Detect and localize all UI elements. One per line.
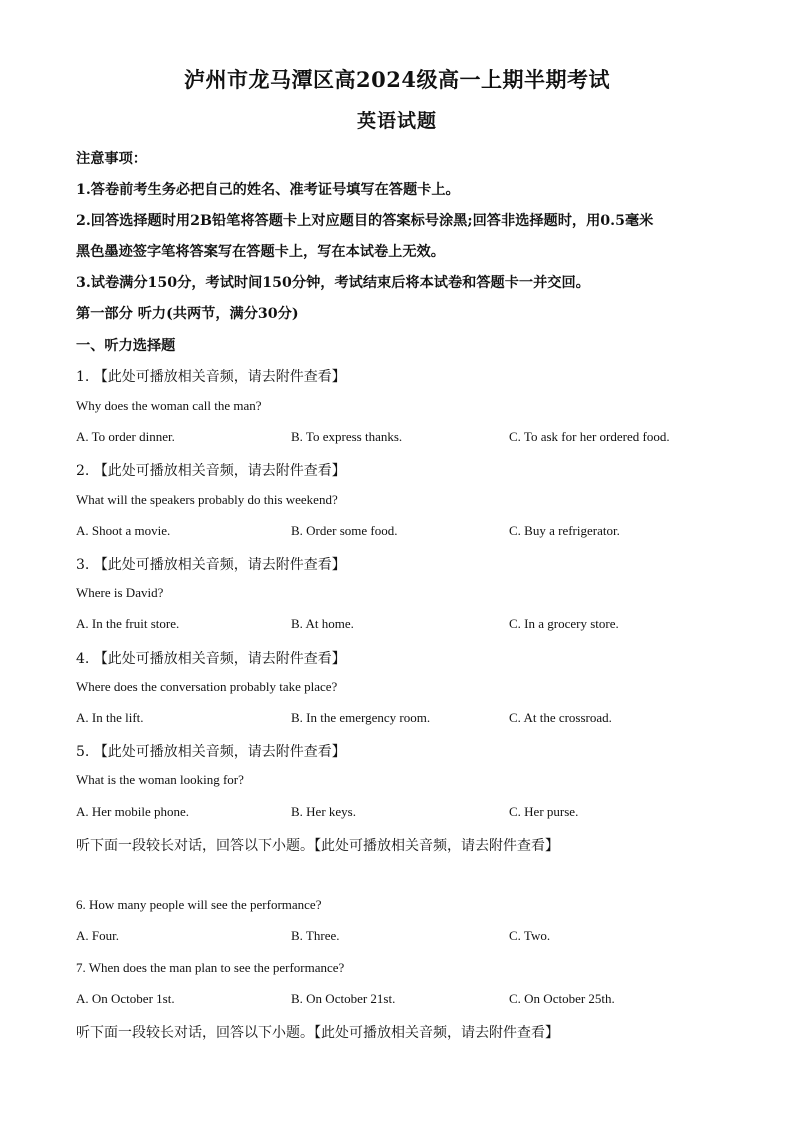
question-3-option-c: C. In a grocery store. — [509, 616, 619, 631]
exam-title: 泸州市龙马潭区高2024级高一上期半期考试 — [184, 67, 610, 92]
notes-item-1: 1.答卷前考生务必把自己的姓名、准考证号填写在答题卡上。 — [76, 182, 460, 198]
question-1-option-b: B. To express thanks. — [291, 429, 403, 444]
question-7-option-a: A. On October 1st. — [76, 991, 175, 1006]
question-1-text: Why does the woman call the man? — [76, 398, 262, 413]
question-1-option-c: C. To ask for her ordered food. — [509, 429, 670, 444]
question-2-option-a: A. Shoot a movie. — [76, 523, 171, 538]
question-3-header: 3. 【此处可播放相关音频，请去附件查看】 — [76, 557, 346, 573]
question-7-option-b: B. On October 21st. — [291, 991, 396, 1006]
notes-item-2-line-1: 2.回答选择题时用2B铅笔将答题卡上对应题目的答案标号涂黑;回答非选择题时，用0.5毫米 — [76, 213, 654, 229]
question-3-text: Where is David? — [76, 585, 164, 600]
question-7-option-c: C. On October 25th. — [509, 991, 615, 1006]
question-5-option-c: C. Her purse. — [509, 804, 579, 819]
question-4-option-c: C. At the crossroad. — [509, 710, 612, 725]
question-5-option-a: A. Her mobile phone. — [76, 804, 190, 819]
section1-heading: 一、听力选择题 — [76, 338, 176, 354]
question-5-option-b: B. Her keys. — [291, 804, 356, 819]
dialogue-2-intro: 听下面一段较长对话，回答以下小题。【此处可播放相关音频，请去附件查看】 — [76, 1025, 559, 1041]
question-3-option-b: B. At home. — [291, 616, 354, 631]
question-5-text: What is the woman looking for? — [76, 772, 244, 787]
part1-heading: 第一部分 听力(共两节，满分30分) — [76, 306, 299, 322]
question-2-option-b: B. Order some food. — [291, 523, 398, 538]
question-2-text: What will the speakers probably do this weekend? — [76, 492, 338, 507]
exam-subtitle: 英语试题 — [356, 110, 437, 132]
question-4-option-b: B. In the emergency room. — [291, 710, 431, 725]
question-1-option-a: A. To order dinner. — [76, 429, 175, 444]
question-6-option-b: B. Three. — [291, 928, 340, 943]
notes-heading: 注意事项： — [76, 151, 147, 167]
question-6-option-c: C. Two. — [509, 928, 551, 943]
question-4-header: 4. 【此处可播放相关音频，请去附件查看】 — [76, 651, 346, 667]
question-4-option-a: A. In the lift. — [76, 710, 144, 725]
question-2-header: 2. 【此处可播放相关音频，请去附件查看】 — [76, 463, 346, 479]
dialogue-1-intro: 听下面一段较长对话，回答以下小题。【此处可播放相关音频，请去附件查看】 — [76, 838, 559, 854]
notes-item-2-line-2: 黑色墨迹签字笔将答案写在答题卡上，写在本试卷上无效。 — [76, 244, 445, 260]
notes-item-3: 3.试卷满分150分，考试时间150分钟，考试结束后将本试卷和答题卡一并交回。 — [76, 275, 590, 291]
question-1-header: 1. 【此处可播放相关音频，请去附件查看】 — [76, 369, 346, 385]
question-6-option-a: A. Four. — [76, 928, 119, 943]
question-6-text: 6. How many people will see the performance? — [76, 897, 322, 912]
question-4-text: Where does the conversation probably take place? — [76, 679, 338, 694]
question-7-text: 7. When does the man plan to see the performance? — [76, 960, 345, 975]
question-2-option-c: C. Buy a refrigerator. — [509, 523, 620, 538]
question-3-option-a: A. In the fruit store. — [76, 616, 180, 631]
question-5-header: 5. 【此处可播放相关音频，请去附件查看】 — [76, 744, 346, 760]
